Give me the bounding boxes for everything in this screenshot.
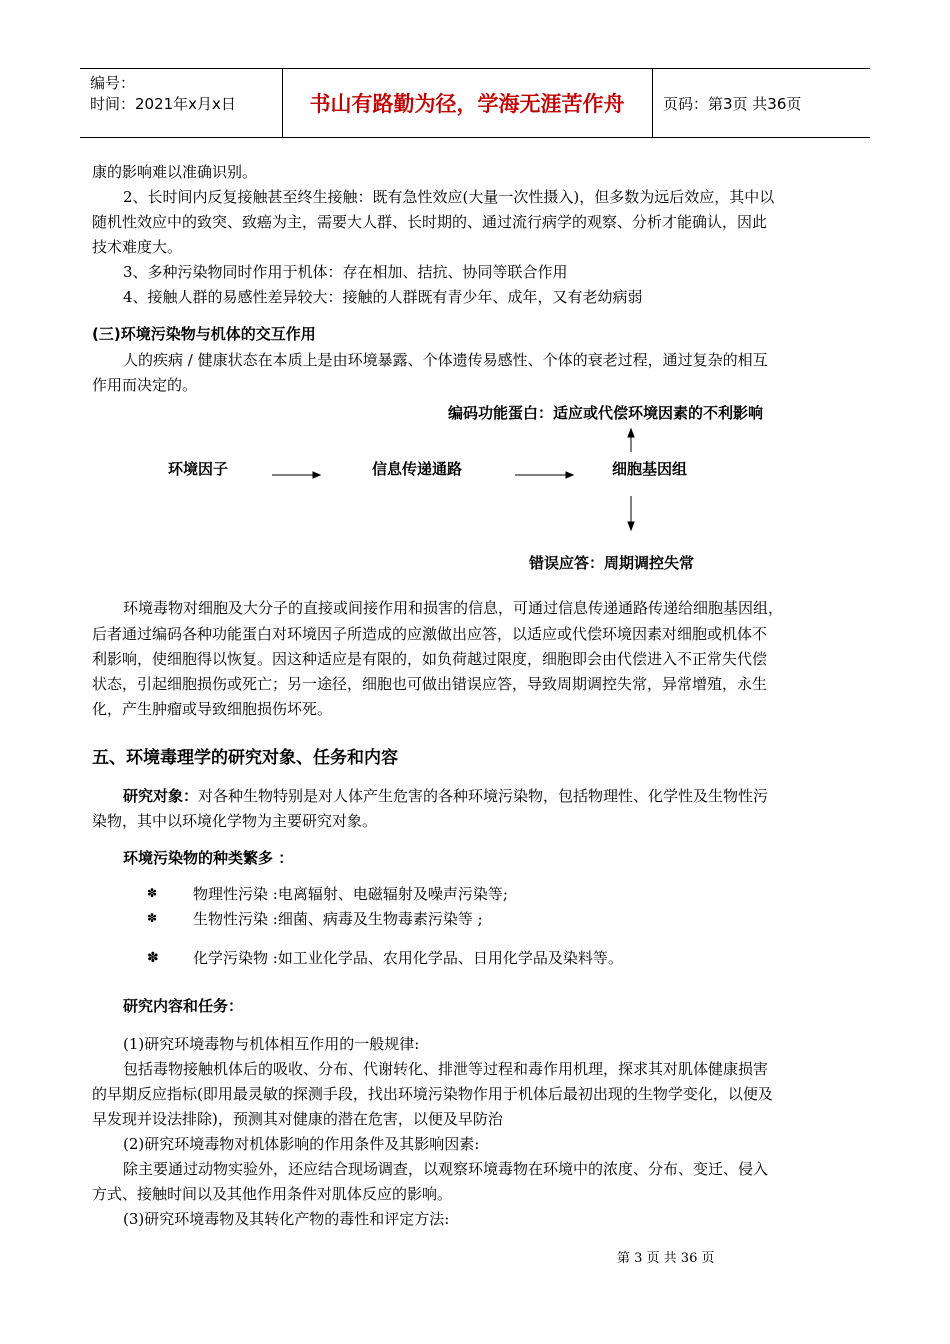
- list-item: 化学污染物 :如工业化学品、农用化学品、日用化学品及染料等。: [193, 949, 623, 967]
- paragraph-line: 染物，其中以环境化学物为主要研究对象。: [92, 812, 378, 830]
- diagram-pathway-node: 信息传递通路: [372, 460, 463, 478]
- paragraph-line: 状态，引起细胞损伤或死亡；另一途径，细胞也可做出错误应答，导致周期调控失常，异常增殖，永生: [92, 675, 768, 693]
- diagram-bottom-node: 错误应答：周期调控失常: [529, 554, 695, 572]
- paragraph-line: 后者通过编码各种功能蛋白对环境因子所造成的应激做出应答，以适应或代偿环境因素对细胞或机体不: [92, 625, 768, 643]
- research-object-label: 研究对象：: [123, 787, 199, 805]
- header-motto: 书山有路勤为径，学海无涯苦作舟: [309, 92, 625, 116]
- header-page-number: 页码：第3页 共36页: [663, 95, 802, 113]
- flower-bullet-icon: ✽: [147, 911, 158, 925]
- diagram-top-node: 编码功能蛋白：适应或代偿环境因素的不利影响: [448, 404, 764, 422]
- arrow-factor-to-pathway: [272, 472, 320, 478]
- paragraph-line: (1)研究环境毒物与机体相互作用的一般规律:: [123, 1035, 420, 1053]
- section-heading: 五、环境毒理学的研究对象、任务和内容: [92, 748, 398, 768]
- flower-bullet-icon: ✽: [147, 950, 159, 966]
- paragraph-line: 方式、接触时间以及其他作用条件对肌体反应的影响。: [92, 1185, 453, 1203]
- paragraph-line: 包括毒物接触机体后的吸收、分布、代谢转化、排泄等过程和毒作用机理，探求其对肌体健康损害: [123, 1060, 769, 1078]
- paragraph-line: 化，产生肿瘤或导致细胞损伤坏死。: [92, 700, 333, 718]
- paragraph-line: (2)研究环境毒物对机体影响的作用条件及其影响因素:: [123, 1135, 480, 1153]
- research-object-text: 对各种生物特别是对人体产生危害的各种环境污染物，包括物理性、化学性及生物性污: [198, 787, 769, 805]
- arrow-genome-to-bottom: [628, 496, 634, 530]
- document-number: 编号：: [90, 74, 136, 92]
- paragraph-line: 3、多种污染物同时作用于机体：存在相加、拮抗、协同等联合作用: [123, 263, 568, 281]
- pollutant-kinds-title: 环境污染物的种类繁多 ：: [123, 849, 294, 867]
- diagram-factor-node: 环境因子: [168, 460, 229, 478]
- paragraph-line: 随机性效应中的致突、致癌为主，需要大人群、长时期的、通过流行病学的观察、分析才能确认，因此: [92, 213, 768, 231]
- paragraph-line: 人的疾病 / 健康状态在本质上是由环境暴露、个体遗传易感性、个体的衰老过程，通过复杂的相互: [123, 351, 768, 369]
- paragraph-line: 技术难度大。: [92, 238, 183, 256]
- section-heading: (三)环境污染物与机体的交互作用: [92, 325, 316, 343]
- arrow-genome-to-top: [628, 429, 634, 452]
- diagram-genome-node: 细胞基因组: [612, 460, 688, 478]
- paragraph-line: (3)研究环境毒物及其转化产物的毒性和评定方法:: [123, 1210, 450, 1228]
- page-footer: 第 3 页 共 36 页: [617, 1251, 715, 1266]
- list-item: 物理性污染 :电离辐射、电磁辐射及噪声污染等;: [193, 885, 508, 903]
- list-item: 生物性污染 :细菌、病毒及生物毒素污染等 ;: [193, 910, 483, 928]
- paragraph-line: 环境毒物对细胞及大分子的直接或间接作用和损害的信息，可通过信息传递通路传递给细胞基因组，: [123, 599, 784, 617]
- paragraph-line: [123, 786, 768, 806]
- paragraph-line: 的早期反应指标(即用最灵敏的探测手段，找出环境污染物作用于机体后最初出现的生物学变化，以便及: [92, 1085, 773, 1103]
- document-date: 时间：2021年x月x日: [90, 95, 236, 113]
- paragraph-line: 康的影响难以准确识别。: [92, 163, 258, 181]
- paragraph-line: 利影响，使细胞得以恢复。因这种适应是有限的，如负荷越过限度，细胞即会由代偿进入不正常失代偿: [92, 650, 768, 668]
- paragraph-line: 除主要通过动物实验外，还应结合现场调查，以观察环境毒物在环境中的浓度、分布、变迁、侵入: [123, 1160, 769, 1178]
- paragraph-line: 2、长时间内反复接触甚至终生接触：既有急性效应(大量一次性摄入)，但多数为远后效应，其中以: [123, 188, 775, 206]
- flower-bullet-icon: ✽: [147, 886, 158, 900]
- paragraph-line: 作用而决定的。: [92, 376, 198, 394]
- tasks-title: 研究内容和任务：: [123, 997, 244, 1015]
- arrow-pathway-to-genome: [515, 472, 573, 478]
- paragraph-line: 早发现并设法排除)，预测其对健康的潜在危害，以便及早防治: [92, 1110, 503, 1128]
- paragraph-line: 4、接触人群的易感性差异较大：接触的人群既有青少年、成年，又有老幼病弱: [123, 288, 643, 306]
- diagram-arrows: [0, 0, 950, 600]
